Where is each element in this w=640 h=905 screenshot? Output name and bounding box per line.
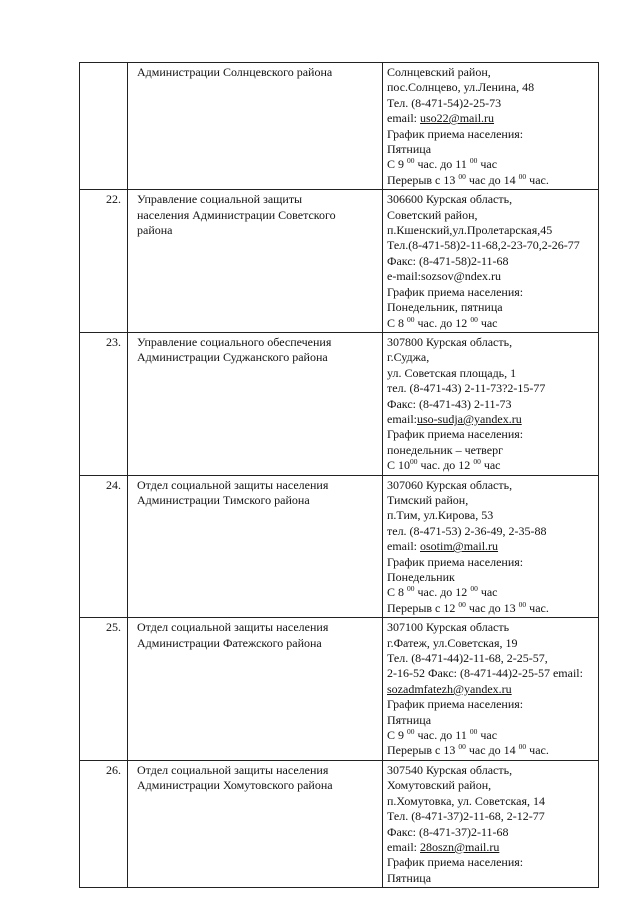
contact-details xyxy=(383,475,599,618)
row-number: 26. xyxy=(80,760,128,887)
schedule-days: Пятница xyxy=(387,712,432,727)
address-line: г.Суджа, xyxy=(387,350,430,365)
organization-name xyxy=(128,63,383,190)
organization-name: Отдел социальной защиты населения Администрации Хомутовского района xyxy=(128,760,383,887)
address-line: Советский район, xyxy=(387,207,478,222)
contact-details xyxy=(383,190,599,333)
email-label: email: xyxy=(387,539,420,554)
address-line: г.Фатеж, ул.Советская, 19 xyxy=(387,635,518,650)
phone-line: тел. (8-471-53) 2-36-49, 2-35-88 xyxy=(387,523,547,538)
fax-line: Факс: (8-471-43) 2-11-73 xyxy=(387,396,512,411)
row-number: 24. xyxy=(80,475,128,618)
fax-line: Факс: (8-471-37)2-11-68 xyxy=(387,824,509,839)
schedule-days: Пятница xyxy=(387,870,432,885)
phone-line: Тел. (8-471-37)2-11-68, 2-12-77 xyxy=(387,809,545,824)
email-line xyxy=(387,412,598,427)
table-row xyxy=(80,475,599,618)
organization-name: Отдел социальной защиты населения Администрации Фатежского района xyxy=(128,618,383,761)
row-number: 22. xyxy=(80,190,128,333)
schedule-title: График приема населения: xyxy=(387,427,524,442)
phone-line: Тел.(8-471-58)2-11-68,2-23-70,2-26-77 xyxy=(387,238,580,253)
schedule-days: Пятница xyxy=(387,142,432,157)
schedule-days: Понедельник xyxy=(387,570,455,584)
address-line: Солнцевский район, xyxy=(387,65,491,79)
row-number: 25. xyxy=(80,618,128,761)
schedule-hours: С 9 $^{00}$ час. до 11 $^{00}$ час xyxy=(387,727,498,743)
schedule-days: понедельник – четверг xyxy=(387,442,504,457)
table-row xyxy=(80,760,599,887)
row-number xyxy=(80,63,128,190)
schedule-hours: С 8 $^{00}$ час. до 12 $^{00}$ час xyxy=(387,314,498,330)
schedule-title: График приема населения: xyxy=(387,554,524,569)
address-line: ул. Советская площадь, 1 xyxy=(387,365,517,380)
address-line: 307100 Курская область xyxy=(387,620,510,635)
address-line: Хомутовский район, xyxy=(387,778,492,793)
schedule-break: Перерыв с 12 $^{00}$ час до 13 $^{00}$ час. xyxy=(387,599,549,615)
address-line: 307060 Курская область, xyxy=(387,477,513,492)
email-line xyxy=(387,539,598,554)
address-line: 306600 Курская область, xyxy=(387,192,513,207)
address-line: 307540 Курская область, xyxy=(387,762,513,777)
row-number: 23. xyxy=(80,332,128,475)
schedule-hours: С 9 $^{00}$ час. до 11 $^{00}$ час xyxy=(387,156,498,172)
email-line xyxy=(387,840,598,855)
address-line: 307800 Курская область, xyxy=(387,334,513,349)
schedule-title: График приема населения: xyxy=(387,284,524,299)
organization-name: Управление социальной защиты населения Администрации Советского района xyxy=(128,190,383,333)
phone-fax-line: 2-16-52 Факс: (8-471-44)2-25-57 email: xyxy=(387,666,583,681)
schedule-days: Понедельник, пятница xyxy=(387,300,503,315)
email-label: email: xyxy=(387,111,420,126)
email-link[interactable]: osotim@mail.ru xyxy=(420,539,499,554)
table-body xyxy=(80,63,599,888)
phone-line: Тел. (8-471-44)2-11-68, 2-25-57, xyxy=(387,651,548,666)
email-label: e-mail: xyxy=(387,269,421,284)
email-link[interactable]: uso-sudja@yandex.ru xyxy=(417,411,522,426)
organization-line: Администрации Солнцевского района xyxy=(137,65,333,79)
organization-name: Отдел социальной защиты населения Администрации Тимского района xyxy=(128,475,383,618)
address-line: п.Хомутовка, ул. Советская, 14 xyxy=(387,793,546,808)
address-line: Тимский район, xyxy=(387,492,469,507)
address-line: п.Кшенский,ул.Пролетарская,45 xyxy=(387,223,553,238)
email-line xyxy=(387,269,598,284)
email-line xyxy=(387,111,598,126)
schedule-title: График приема населения: xyxy=(387,697,524,712)
email-link[interactable]: 28oszn@mail.ru xyxy=(420,839,500,854)
contact-details xyxy=(383,760,599,887)
schedule-hours: С 8 $^{00}$ час. до 12 $^{00}$ час xyxy=(387,584,498,600)
social-protection-contacts-table xyxy=(79,62,599,888)
email-label: email: xyxy=(387,411,417,426)
schedule-title: График приема населения: xyxy=(387,855,524,870)
fax-line: Факс: (8-471-58)2-11-68 xyxy=(387,253,509,268)
address-line: пос.Солнцево, ул.Ленина, 48 xyxy=(387,80,535,95)
table-row xyxy=(80,190,599,333)
table-row xyxy=(80,332,599,475)
email-link[interactable]: uso22@mail.ru xyxy=(420,111,495,126)
phone-line: тел. (8-471-43) 2-11-73?2-15-77 xyxy=(387,381,546,396)
contact-details xyxy=(383,332,599,475)
organization-name: Управление социального обеспечения Администрации Суджанского района xyxy=(128,332,383,475)
table-row xyxy=(80,63,599,190)
address-line: п.Тим, ул.Кирова, 53 xyxy=(387,508,494,523)
table-row xyxy=(80,618,599,761)
phone-line: Тел. (8-471-54)2-25-73 xyxy=(387,95,502,110)
contact-details xyxy=(383,63,599,190)
email-line xyxy=(387,682,598,697)
schedule-break: Перерыв с 13 $^{00}$ час до 14 $^{00}$ час. xyxy=(387,171,549,187)
schedule-hours: С $10^{00}$ час. до 12 $^{00}$ час xyxy=(387,457,501,473)
schedule-break: Перерыв с 13 $^{00}$ час до 14 $^{00}$ час. xyxy=(387,742,549,758)
schedule-title: График приема населения: xyxy=(387,126,524,141)
email-label: email: xyxy=(387,839,420,854)
email-link[interactable]: sozsov@ndex.ru xyxy=(420,269,502,284)
contact-details xyxy=(383,618,599,761)
email-link[interactable]: sozadmfatezh@yandex.ru xyxy=(387,681,512,696)
